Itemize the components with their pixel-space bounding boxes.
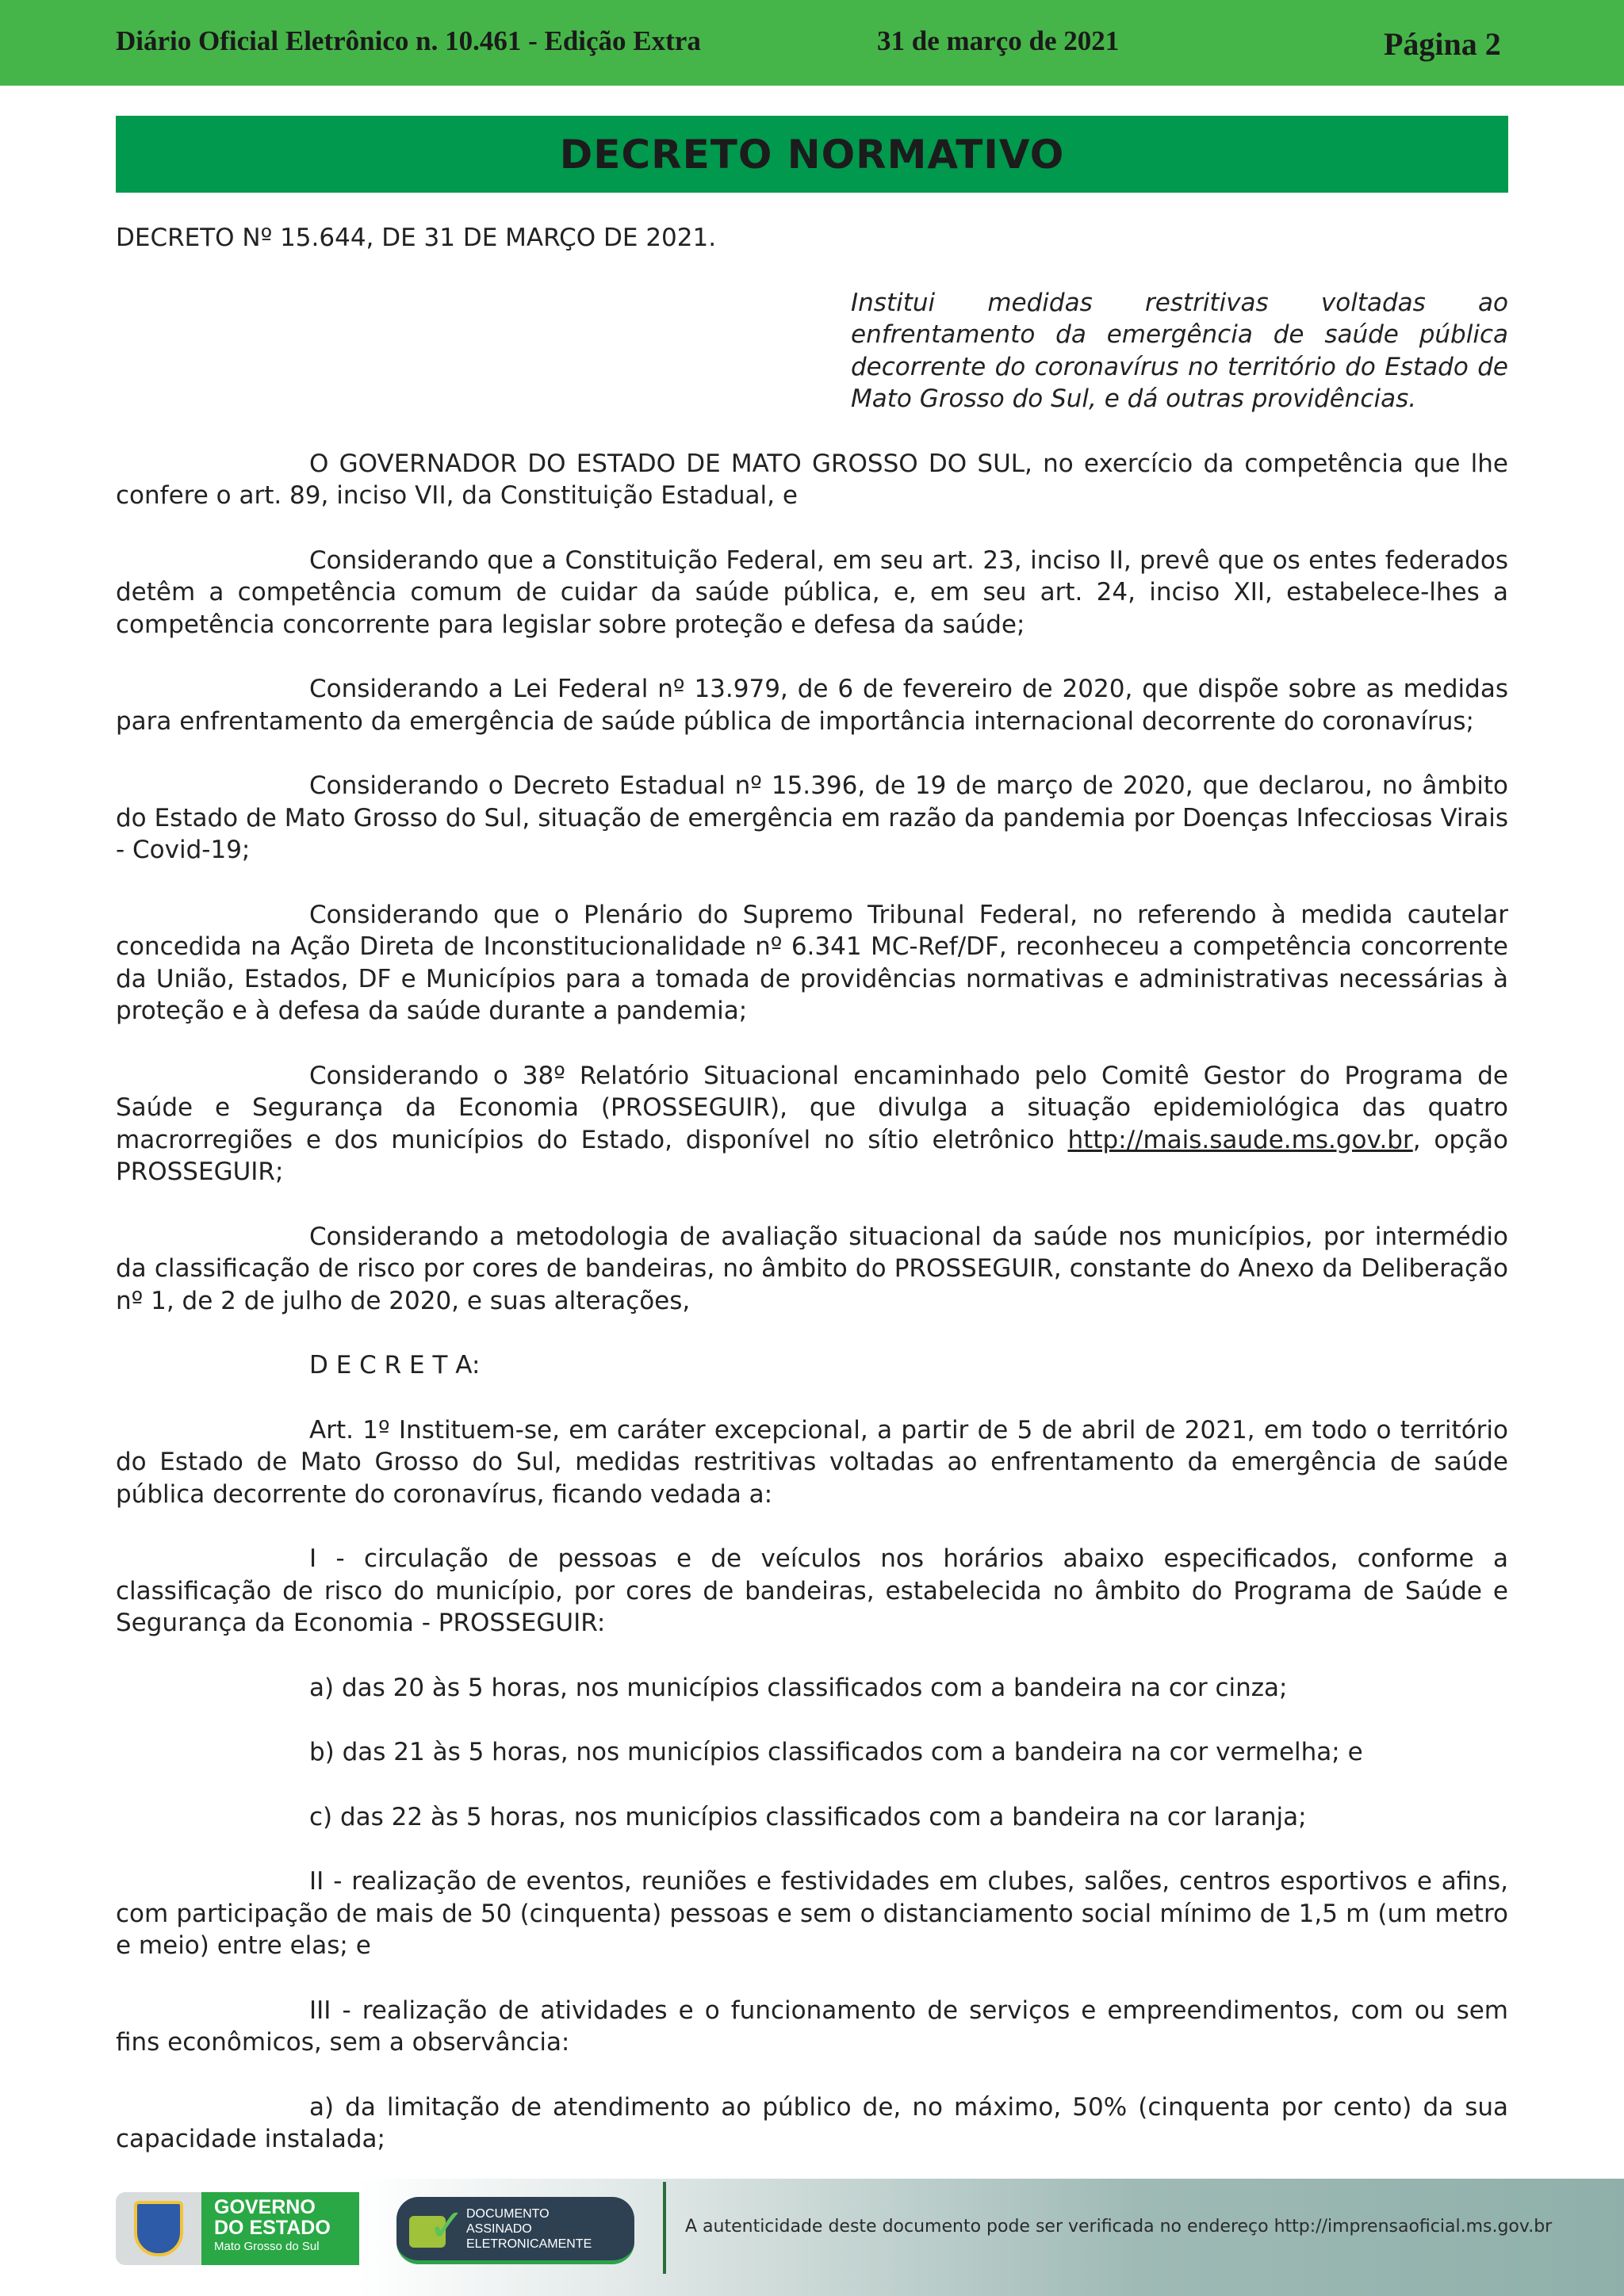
inciso-2: II - realização de eventos, reuniões e festividades em clubes, salões, centros esportivos e afins, com participação de mais de 50 (cinquenta) pessoas e sem o distanciamento social mínimo de 1,5 m (um metro e meio) entre elas; e bbox=[116, 1867, 1508, 1960]
decree-ementa: Institui medidas restritivas voltadas ao enfrentamento da emergência de saúde pública decorrente do coronavírus no território do Estado de Mato Grosso do Sul, e dá outras providências. bbox=[851, 288, 1508, 413]
inciso-3-a: a) da limitação de atendimento ao público de, no máximo, 50% (cinquenta por cento) da sua capacidade instalada; bbox=[116, 2092, 1508, 2153]
authenticity-note: A autenticidade deste documento pode ser verificada no endereço http://imprensaoficial.ms.gov.br bbox=[685, 2217, 1553, 2237]
header-bar bbox=[0, 0, 1624, 86]
gazette-title: Diário Oficial Eletrônico n. 10.461 - Edição Extra bbox=[116, 25, 701, 56]
inciso-3: III - realização de atividades e o funcionamento de serviços e empreendimentos, com ou sem fins econômicos, sem a observância: bbox=[116, 1996, 1508, 2057]
gov-line-2: DO ESTADO bbox=[214, 2217, 331, 2239]
considerando-5-text: Considerando o 38º Relatório Situacional encaminhado pelo Comitê Gestor do Programa de Saúde e Segurança da Economia (PROSSEGUIR), que divulga a situação epidemiológica das quatro macrorregiões e dos municípios do Estado, disponível no sítio eletrônico bbox=[116, 1061, 1508, 1154]
section-banner bbox=[116, 116, 1508, 193]
inciso-1-c: c) das 22 às 5 horas, nos municípios classificados com a bandeira na cor laranja; bbox=[309, 1802, 1307, 1831]
gov-line-3: Mato Grosso do Sul bbox=[214, 2240, 320, 2253]
inciso-1: I - circulação de pessoas e de veículos nos horários abaixo especificados, conforme a classificação de risco do município, por cores de bandeiras, estabelecida no âmbito do Programa de Saúde e Segurança da Economia - PROSSEGUIR: bbox=[116, 1544, 1508, 1637]
signed-document-badge bbox=[396, 2197, 634, 2264]
state-crest-icon bbox=[116, 2192, 201, 2265]
footer bbox=[0, 2179, 1624, 2296]
considerando-5-tail: , opção PROSSEGUIR; bbox=[116, 1125, 1509, 1186]
doc-line-2: ASSINADO bbox=[466, 2221, 532, 2236]
padlock-check-icon: ✓ bbox=[404, 2200, 466, 2257]
edition-date: 31 de março de 2021 bbox=[877, 25, 1120, 56]
doc-line-1: DOCUMENTO bbox=[466, 2206, 550, 2221]
article-1: Art. 1º Instituem-se, em caráter excepcional, a partir de 5 de abril de 2021, em todo o território do Estado de Mato Grosso do Sul, medidas restritivas voltadas ao enfrentamento da emergência de saúde pública decorrente do coronavírus, ficando vedada a: bbox=[116, 1415, 1508, 1509]
inciso-1-a: a) das 20 às 5 horas, nos municípios classificados com a bandeira na cor cinza; bbox=[309, 1673, 1288, 1702]
decree-heading: DECRETO Nº 15.644, DE 31 DE MARÇO DE 2021. bbox=[116, 224, 717, 252]
footer-divider bbox=[663, 2182, 666, 2274]
inciso-1-b: b) das 21 às 5 horas, nos municípios classificados com a bandeira na cor vermelha; e bbox=[309, 1738, 1363, 1766]
decree-body bbox=[116, 222, 1508, 2188]
government-logo bbox=[116, 2192, 359, 2265]
doc-line-3: ELETRONICAMENTE bbox=[466, 2237, 592, 2251]
considerando-2: Considerando a Lei Federal nº 13.979, de 6 de fevereiro de 2020, que dispõe sobre as medidas para enfrentamento da emergência de saúde pública de importância internacional decorrente do coronavírus; bbox=[116, 675, 1508, 736]
considerando-1: Considerando que a Constituição Federal, em seu art. 23, inciso II, prevê que os entes federados detêm a competência comum de cuidar da saúde pública, e, em seu art. 24, inciso XII, estabelece-lhes a competência concorrente para legislar sobre proteção e defesa da saúde; bbox=[116, 545, 1508, 639]
decreta: D E C R E T A: bbox=[309, 1351, 481, 1380]
considerando-5 bbox=[116, 1060, 1508, 1188]
page-number: Página 2 bbox=[1384, 26, 1501, 62]
considerando-4: Considerando que o Plenário do Supremo Tribunal Federal, no referendo à medida cautelar concedida na Ação Direta de Inconstitucionalidade nº 6.341 MC-Ref/DF, reconheceu a competência concorrente da União, Estados, DF e Municípios para a tomada de providências normativas e administrativas necessárias à proteção e à defesa da saúde durante a pandemia; bbox=[116, 900, 1508, 1025]
considerando-6: Considerando a metodologia de avaliação situacional da saúde nos municípios, por intermédio da classificação de risco por cores de bandeiras, no âmbito do PROSSEGUIR, constante do Anexo da Deliberação nº 1, de 2 de julho de 2020, e suas alterações, bbox=[116, 1222, 1508, 1315]
section-title: DECRETO NORMATIVO bbox=[559, 131, 1065, 178]
gov-line-1: GOVERNO bbox=[214, 2196, 316, 2218]
prosseguir-link[interactable]: http://mais.saude.ms.gov.br bbox=[1067, 1125, 1413, 1154]
preamble: O GOVERNADOR DO ESTADO DE MATO GROSSO DO SUL, no exercício da competência que lhe confere o art. 89, inciso VII, da Constituição Estadual, e bbox=[116, 449, 1508, 510]
considerando-3: Considerando o Decreto Estadual nº 15.396, de 19 de março de 2020, que declarou, no âmbito do Estado de Mato Grosso do Sul, situação de emergência em razão da pandemia por Doenças Infecciosas Virais - Covid-19; bbox=[116, 771, 1508, 864]
